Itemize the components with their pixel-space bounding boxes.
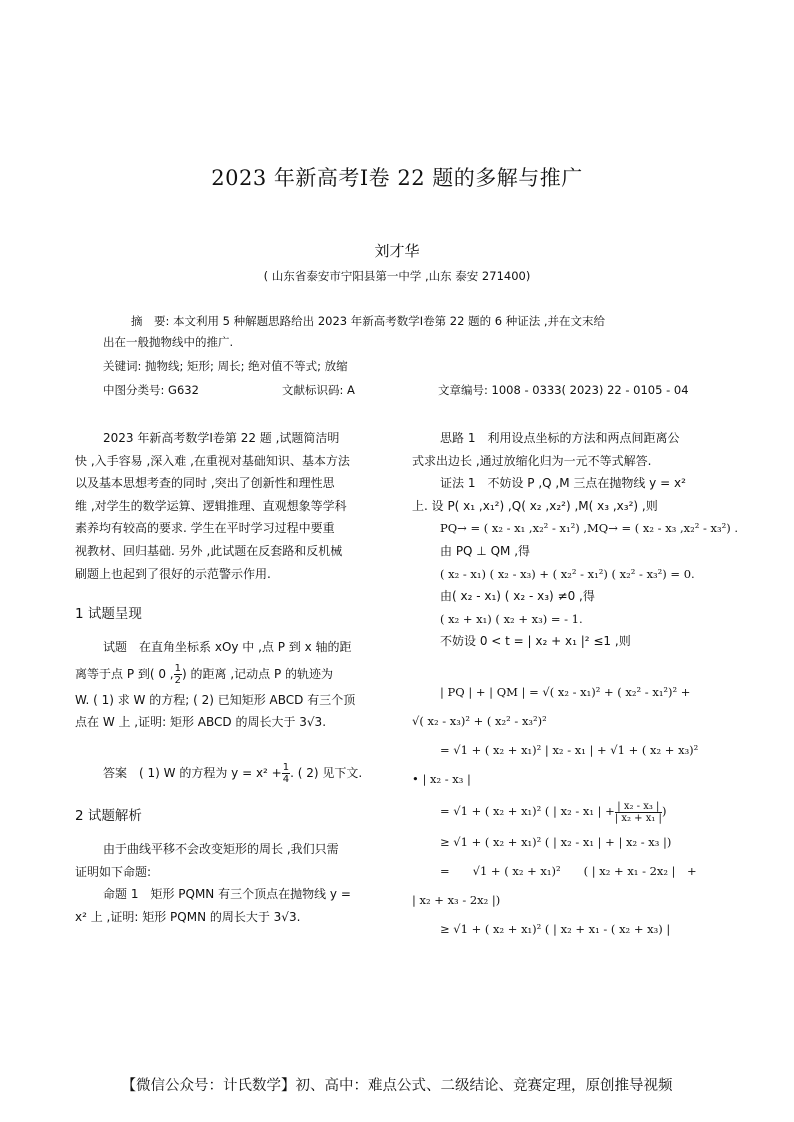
derivation-step: = √1 + ( x₂ + x₁)² | x₂ - x₁ | + √1 + ( x₂ + x₃)²: [440, 743, 699, 757]
answer-line: [75, 758, 385, 788]
author-name: 刘才华: [374, 242, 420, 260]
abstract-line-1: [103, 311, 693, 332]
derivation-text: = √1 + ( x₂ + x₁)² ( | x₂ - x₁ | +: [440, 804, 615, 818]
fraction-denominator: 4: [282, 774, 290, 785]
derivation-step: ≥ √1 + ( x₂ + x₁)² ( | x₂ + x₁ - ( x₂ + x₃) |: [440, 922, 671, 936]
intro-line: 素养均有较高的要求. 学生在平时学习过程中要重: [75, 521, 335, 536]
equation-vectors: PQ→ = ( x₂ - x₁ ,x₂² - x₁²) ,MQ→ = ( x₂ - x₃ ,x₂² - x₃²) .: [440, 521, 739, 536]
problem-line-4: 点在 W 上 ,证明: 矩形 ABCD 的周长大于 3√3.: [75, 715, 327, 730]
derivation-step: √( x₂ - x₃)² + ( x₂² - x₃²)²: [412, 714, 547, 728]
section-heading-1: 1 试题呈现: [75, 606, 142, 622]
keywords: 关键词: 抛物线; 矩形; 周长; 绝对值不等式; 放缩: [103, 359, 348, 373]
problem-statement: [75, 636, 385, 734]
proof-line: 由( x₂ - x₁) ( x₂ - x₃) ≠0 ,得: [440, 589, 595, 604]
abstract: [103, 311, 693, 353]
answer-text: ( 1) W 的方程为 y = x² +: [139, 766, 282, 780]
fraction-numerator: 1: [174, 662, 182, 674]
fraction: [282, 762, 290, 785]
answer: [75, 758, 385, 788]
proof-line: 不妨设 0 < t = | x₂ + x₁ |² ≤1 ,则: [440, 634, 631, 649]
fraction-numerator: | x₂ - x₃ |: [615, 801, 662, 813]
derivation-step: • | x₂ - x₃ |: [412, 772, 471, 786]
abstract-text-1: 本文利用 5 种解题思路给出 2023 年新高考数学Ⅰ卷第 22 题的 6 种证法 ,并在文末给: [173, 314, 606, 328]
proposition-line: 命题 1 矩形 PQMN 有三个顶点在抛物线 y =: [103, 887, 351, 902]
intro-line: 刷题上也起到了很好的示范警示作用.: [75, 566, 271, 581]
problem-line-3: W. ( 1) 求 W 的方程; ( 2) 已知矩形 ABCD 有三个顶: [75, 692, 356, 707]
equation-dot-product: ( x₂ - x₁) ( x₂ - x₃) + ( x₂² - x₁²) ( x₂² - x₃²) = 0.: [440, 566, 695, 581]
derivation: [412, 678, 728, 944]
derivation-step: ≥ √1 + ( x₂ + x₁)² ( | x₂ - x₁ | + | x₂ - x₃ |): [440, 835, 672, 849]
fraction-denominator: 2: [174, 674, 182, 686]
intro-line: 以及基本思想考查的同时 ,突出了创新性和理性思: [75, 476, 335, 491]
fraction: [174, 663, 182, 686]
derivation-step: [412, 794, 728, 828]
derivation-step: | PQ | + | QM | = √( x₂ - x₁)² + ( x₂² - x₁²)² +: [440, 685, 691, 699]
problem-text: ) 的距离 ,记动点 P 的轨迹为: [182, 666, 334, 681]
problem-label: 试题: [103, 640, 128, 654]
equation-product: ( x₂ + x₁) ( x₂ + x₃) = - 1.: [440, 611, 583, 626]
fraction-denominator: | x₂ + x₁ |: [614, 812, 662, 824]
clc-number: 中图分类号: G632: [103, 383, 199, 397]
problem-text: 离等于点 P 到( 0 ,: [75, 666, 174, 681]
intro-line: 维 ,对学生的数学运算、逻辑推理、直观想象等学科: [75, 498, 347, 513]
intro-line: 2023 年新高考数学Ⅰ卷第 22 题 ,试题简洁明: [103, 431, 340, 445]
intro-line: 快 ,入手容易 ,深入难 ,在重视对基础知识、基本方法: [75, 453, 350, 468]
abstract-label: 摘 要:: [131, 314, 170, 328]
analysis-line: 由于曲线平移不会改变矩形的周长 ,我们只需: [103, 842, 339, 856]
problem-text: 在直角坐标系 xOy 中 ,点 P 到 x 轴的距: [139, 640, 352, 654]
problem-line-2: [75, 659, 385, 689]
analysis-line: 证明如下命题:: [75, 864, 152, 879]
footer-promo: 【微信公众号：计氏数学】初、高中：难点公式、二级结论、竞赛定理，原创推导视频: [121, 1078, 673, 1094]
intro-line: 视教材、回归基础. 另外 ,此试题在反套路和反机械: [75, 543, 343, 558]
analysis-paragraph: [75, 838, 385, 928]
idea-line: 式求出边长 ,通过放缩化归为一元不等式解答.: [412, 453, 652, 468]
problem-line-1: [75, 636, 385, 659]
paper-title: 2023 年新高考Ⅰ卷 22 题的多解与推广: [211, 166, 583, 190]
abstract-line-2: 出在一般抛物线中的推广.: [103, 335, 234, 349]
derivation-step: | x₂ + x₃ - 2x₂ |): [412, 893, 501, 907]
proof-line: 证法 1 不妨设 P ,Q ,M 三点在抛物线 y = x²: [440, 476, 686, 491]
article-number: 文章编号: 1008 - 0333( 2023) 22 - 0105 - 04: [438, 383, 689, 397]
proof-line: 上. 设 P( x₁ ,x₁²) ,Q( x₂ ,x₂²) ,M( x₃ ,x₃²) ,则: [412, 498, 658, 513]
idea-1: [412, 427, 739, 653]
document-code: 文献标识码: A: [282, 383, 355, 397]
intro-paragraph: [75, 427, 385, 585]
proposition-line: x² 上 ,证明: 矩形 PQMN 的周长大于 3√3.: [75, 909, 301, 924]
idea-line: 思路 1 利用设点坐标的方法和两点间距离公: [440, 431, 680, 445]
answer-text: . ( 2) 见下文.: [290, 766, 363, 780]
fraction-numerator: 1: [282, 762, 290, 773]
derivation-step: = √1 + ( x₂ + x₁)² ( | x₂ + x₁ - 2x₂ | +: [440, 864, 697, 878]
fraction: [615, 801, 662, 824]
proof-line: 由 PQ ⊥ QM ,得: [440, 543, 531, 558]
section-heading-2: 2 试题解析: [75, 808, 142, 824]
answer-label: 答案: [103, 766, 128, 780]
derivation-text: ): [661, 804, 667, 818]
author-affiliation: ( 山东省泰安市宁阳县第一中学 ,山东 泰安 271400): [263, 269, 531, 283]
